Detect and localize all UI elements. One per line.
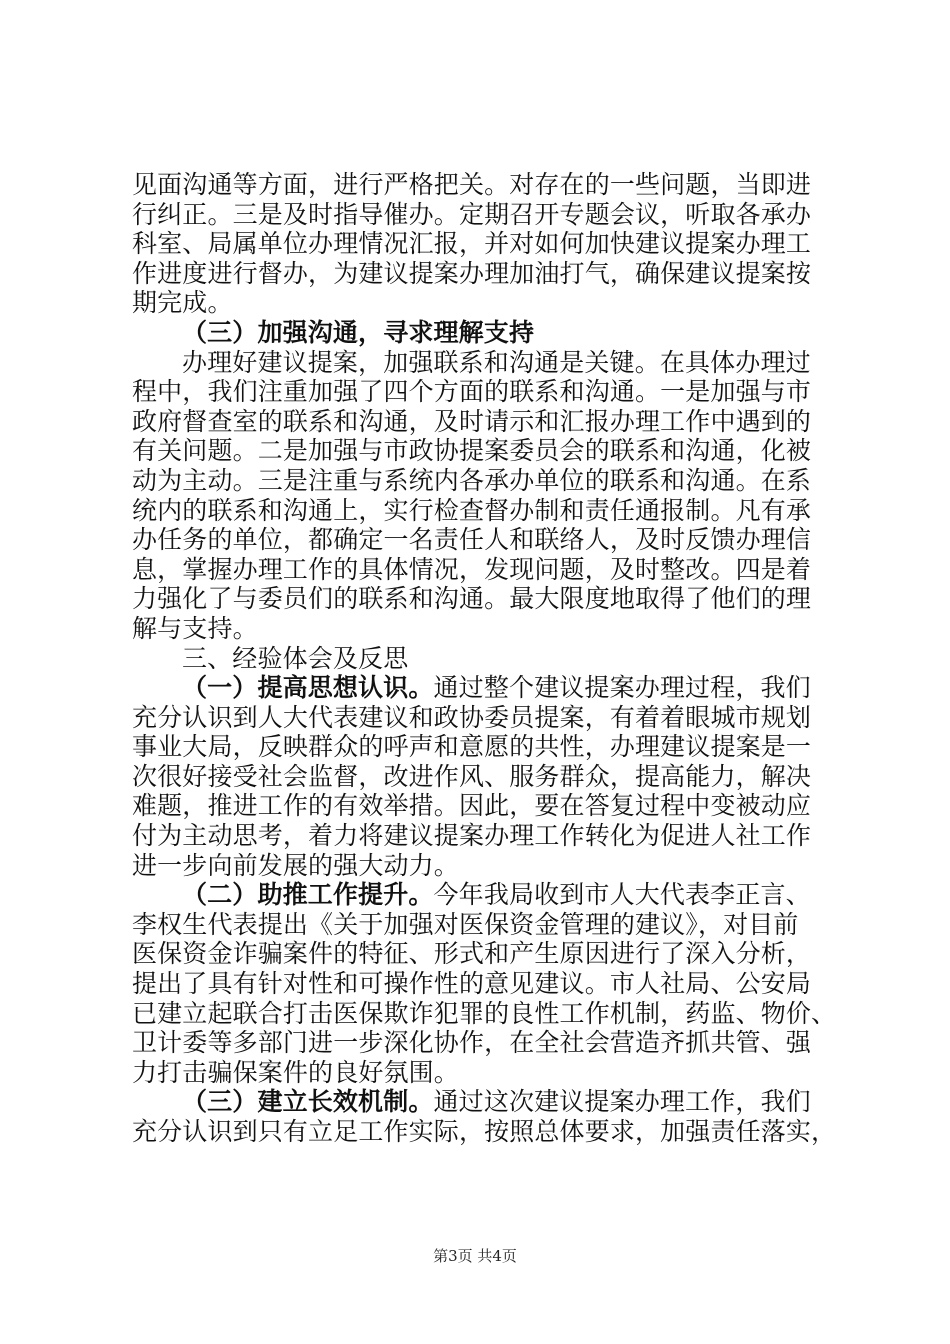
text-line: 行纠正。三是及时指导催办。定期召开专题会议，听取各承办 [132,199,812,229]
text-line: 难题，推进工作的有效举措。因此，要在答复过程中变被动应 [132,791,812,821]
text-line: 充分认识到只有立足工作实际，按照总体要求，加强责任落实， [132,1117,837,1146]
text-line [132,673,832,703]
text-line: 程中，我们注重加强了四个方面的联系和沟通。一是加强与市 [132,377,812,407]
paragraph-item-1 [132,673,832,880]
subheading-communication: （三）加强沟通，寻求理解支持 [182,317,535,347]
paragraph-item-2 [132,880,837,1087]
text-line: 息，掌握办理工作的具体情况，发现问题，及时整改。四是着 [132,554,812,584]
text-line: 科室、局属单位办理情况汇报，并对如何加快建议提案办理工 [132,229,812,259]
text-line: 次很好接受社会监督，改进作风、服务群众，提高能力，解决 [132,761,812,791]
document-body [132,170,837,1147]
item-heading: （三）建立长效机制。 [182,1087,434,1117]
text-line: 解与支持。 [132,613,258,643]
text-line: 力强化了与委员们的联系和沟通。最大限度地取得了他们的理 [132,584,812,614]
text-line [132,880,832,910]
text-line: 李权生代表提出《关于加强对医保资金管理的建议》，对目前 [132,909,799,939]
text-line: 事业大局，反映群众的呼声和意愿的共性，办理建议提案是一 [132,732,812,762]
text-line: 卫计委等多部门进一步深化协作，在全社会营造齐抓共管、强 [132,1028,812,1058]
item-heading: （二）助推工作提升。 [182,880,434,910]
text-line: 办理好建议提案，加强联系和沟通是关键。在具体办理过 [182,347,811,377]
text-line: 提出了具有针对性和可操作性的意见建议。市人社局、公安局 [132,969,812,999]
section-heading-experience: 三、经验体会及反思 [182,643,409,673]
text-line: 医保资金诈骗案件的特征、形式和产生原因进行了深入分析， [132,939,812,969]
text-line: 期完成。 [132,288,233,318]
text-line: 统内的联系和沟通上，实行检查督办制和责任通报制。凡有承 [132,495,812,525]
paragraph-item-3 [132,1087,837,1146]
item-text: 通过这次建议提案办理工作，我们 [433,1087,811,1117]
text-line: 作进度进行督办，为建议提案办理加油打气，确保建议提案按 [132,258,812,288]
page-footer: 第3页 共4页 [433,1247,517,1265]
text-line: 充分认识到人大代表建议和政协委员提案，有着着眼城市规划 [132,702,812,732]
item-text: 通过整个建议提案办理过程，我们 [433,673,811,703]
text-line: 付为主动思考，着力将建议提案办理工作转化为促进人社工作 [132,821,812,851]
paragraph-verification [132,170,832,318]
text-line: 已建立起联合打击医保欺诈犯罪的良性工作机制，药监、物价、 [132,998,837,1028]
text-line: 动为主动。三是注重与系统内各承办单位的联系和沟通。在系 [132,465,812,495]
text-line: 进一步向前发展的强大动力。 [132,850,459,880]
text-line: 见面沟通等方面，进行严格把关。对存在的一些问题，当即进 [132,170,812,199]
text-line: 办任务的单位，都确定一名责任人和联络人，及时反馈办理信 [132,525,812,555]
item-heading: （一）提高思想认识。 [182,673,434,703]
paragraph-communication [132,348,832,644]
text-line: 有关问题。二是加强与市政协提案委员会的联系和沟通，化被 [132,436,812,466]
text-line: 力打击骗保案件的良好氛围。 [132,1057,459,1087]
item-text: 今年我局收到市人大代表李正言、 [433,880,811,910]
text-line [132,1087,832,1117]
text-line: 政府督查室的联系和沟通，及时请示和汇报办理工作中遇到的 [132,406,812,436]
